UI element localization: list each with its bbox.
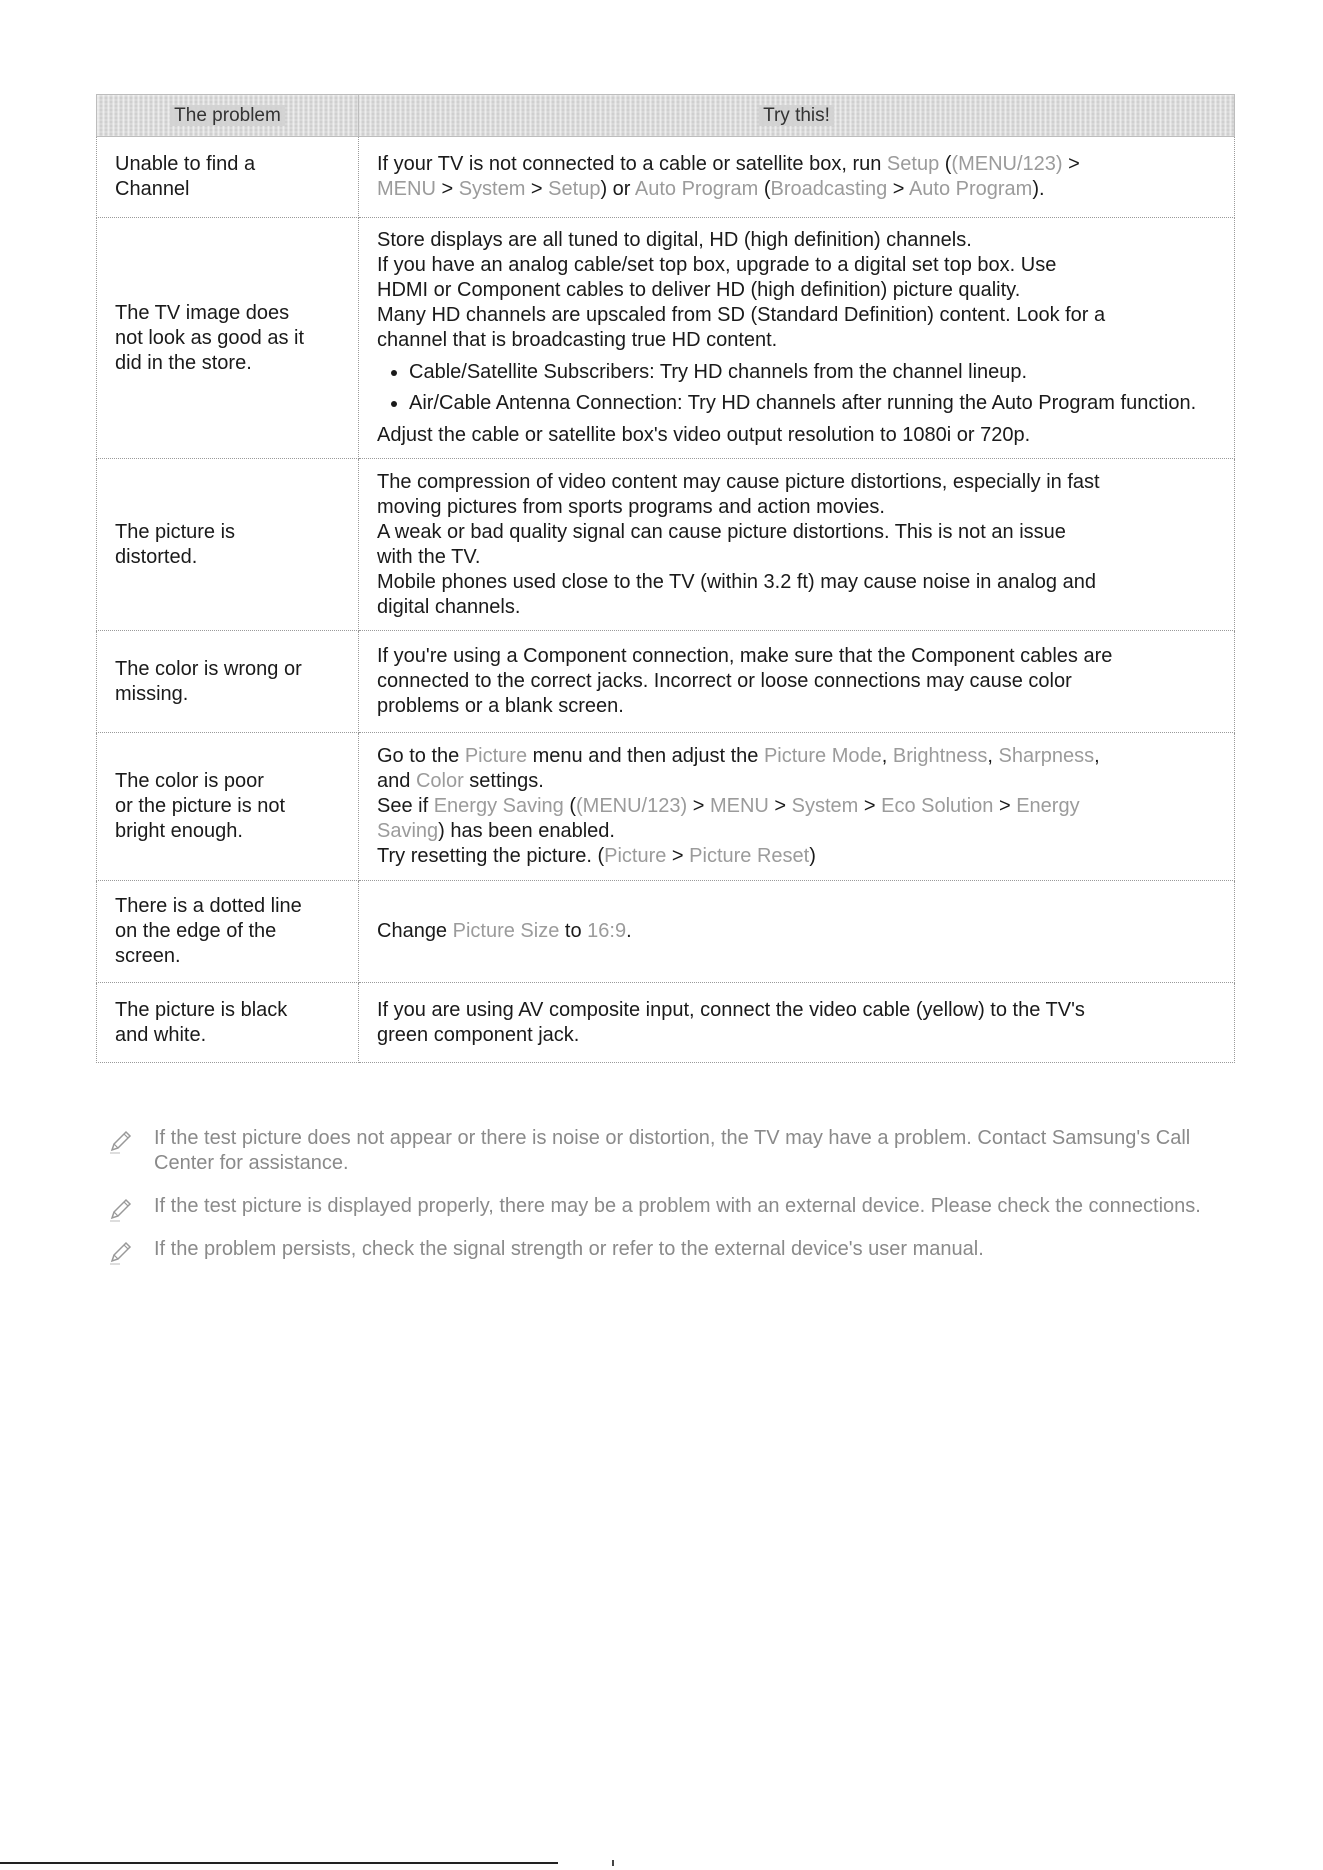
table-row [97, 631, 1235, 733]
note-text: If the test picture does not appear or there is noise or distortion, the TV may have a problem. Contact Samsung's Call Center for assistance. [154, 1127, 1191, 1174]
table-row [97, 459, 1235, 631]
problem-text: not look as good as it [115, 326, 305, 349]
problem-text: did in the store. [115, 351, 252, 374]
header-problem: The problem [97, 95, 359, 137]
problem-cell [97, 631, 359, 733]
solution-cell: If you're using a Component connection, make sure that the Component cables are connected to the correct jacks. Incorrect or loose connections may cause color problems or a blank screen. [359, 631, 1235, 733]
problem-text: bright enough. [115, 820, 243, 842]
note-item [96, 1194, 1234, 1219]
solution-cell: Store displays are all tuned to digital, HD (high definition) channels. If you have an analog cable/set top box, upgrade to a digital set top box. Use HDMI or Component cables to deliver HD (high definition) picture quality. Many HD channels are upscaled from SD (Standard Definition) content. Look for a channel that is broadcasting true HD content. • Cable/Satellite Subscribers: Try HD channels from the channel lineup. • Air/Cable Antenna Connection: Try HD channels after running the Auto Program function. Adjust the cable or satellite box's video output resolution to 1080i or 720p. [359, 218, 1235, 459]
problem-text: The TV image does [115, 301, 290, 324]
note-item [96, 1126, 1234, 1176]
problem-text: There is a dotted line [115, 895, 302, 917]
note-text: If the problem persists, check the signal strength or refer to the external device's user manual. [154, 1238, 984, 1260]
table-row [97, 881, 1235, 983]
problem-cell [97, 983, 359, 1063]
problem-text: on the edge of the [115, 920, 277, 942]
pencil-note-icon [106, 1126, 136, 1156]
problem-cell [97, 459, 359, 631]
note-text: If the test picture is displayed properly, there may be a problem with an external device. Please check the connections. [154, 1195, 1201, 1217]
table-row [97, 733, 1235, 881]
problem-text: and white. [115, 1023, 207, 1046]
pencil-note-icon [106, 1194, 136, 1224]
footer-rule [0, 1862, 558, 1864]
table-row [97, 218, 1235, 459]
problem-text: screen. [115, 945, 181, 967]
solution-cell: Change Picture Size to 16:9. [359, 881, 1235, 983]
solution-cell: If you are using AV composite input, connect the video cable (yellow) to the TV's green component jack. [359, 983, 1235, 1063]
problem-text: The color is wrong or [115, 657, 302, 680]
problem-text: missing. [115, 682, 189, 705]
pencil-note-icon [106, 1237, 136, 1267]
problem-text: The picture is [115, 520, 236, 543]
troubleshooting-table [96, 94, 1235, 1063]
table-header-row [97, 95, 1235, 137]
problem-cell [97, 137, 359, 218]
problem-cell [97, 881, 359, 983]
problem-cell [97, 733, 359, 881]
problem-text: Channel [115, 178, 190, 200]
solution-cell: Go to the Picture menu and then adjust the Picture Mode, Brightness, Sharpness, and Color settings. See if Energy Saving ((MENU/123) > MENU > System > Eco Solution > Energy Saving) has been enabled. Try resetting the picture. (Picture > Picture Reset) [359, 733, 1235, 881]
note-item [96, 1237, 1234, 1262]
table-row [97, 983, 1235, 1063]
problem-cell [97, 218, 359, 459]
problem-text: The picture is black [115, 998, 288, 1021]
problem-text: Unable to find a [115, 153, 256, 175]
solution-cell: If your TV is not connected to a cable or satellite box, run Setup ((MENU/123) > MENU > System > Setup) or Auto Program (Broadcasting > Auto Program). [359, 137, 1235, 218]
problem-text: or the picture is not [115, 795, 286, 817]
footer-mark [612, 1860, 614, 1866]
table-row [97, 137, 1235, 218]
problem-text: The color is poor [115, 770, 264, 792]
notes-section [96, 1126, 1234, 1280]
problem-text: distorted. [115, 545, 198, 568]
header-try-this: Try this! [359, 95, 1235, 137]
solution-cell: The compression of video content may cause picture distortions, especially in fast moving pictures from sports programs and action movies. A weak or bad quality signal can cause picture distortions. This is not an issue with the TV. Mobile phones used close to the TV (within 3.2 ft) may cause noise in analog and digital channels. [359, 459, 1235, 631]
